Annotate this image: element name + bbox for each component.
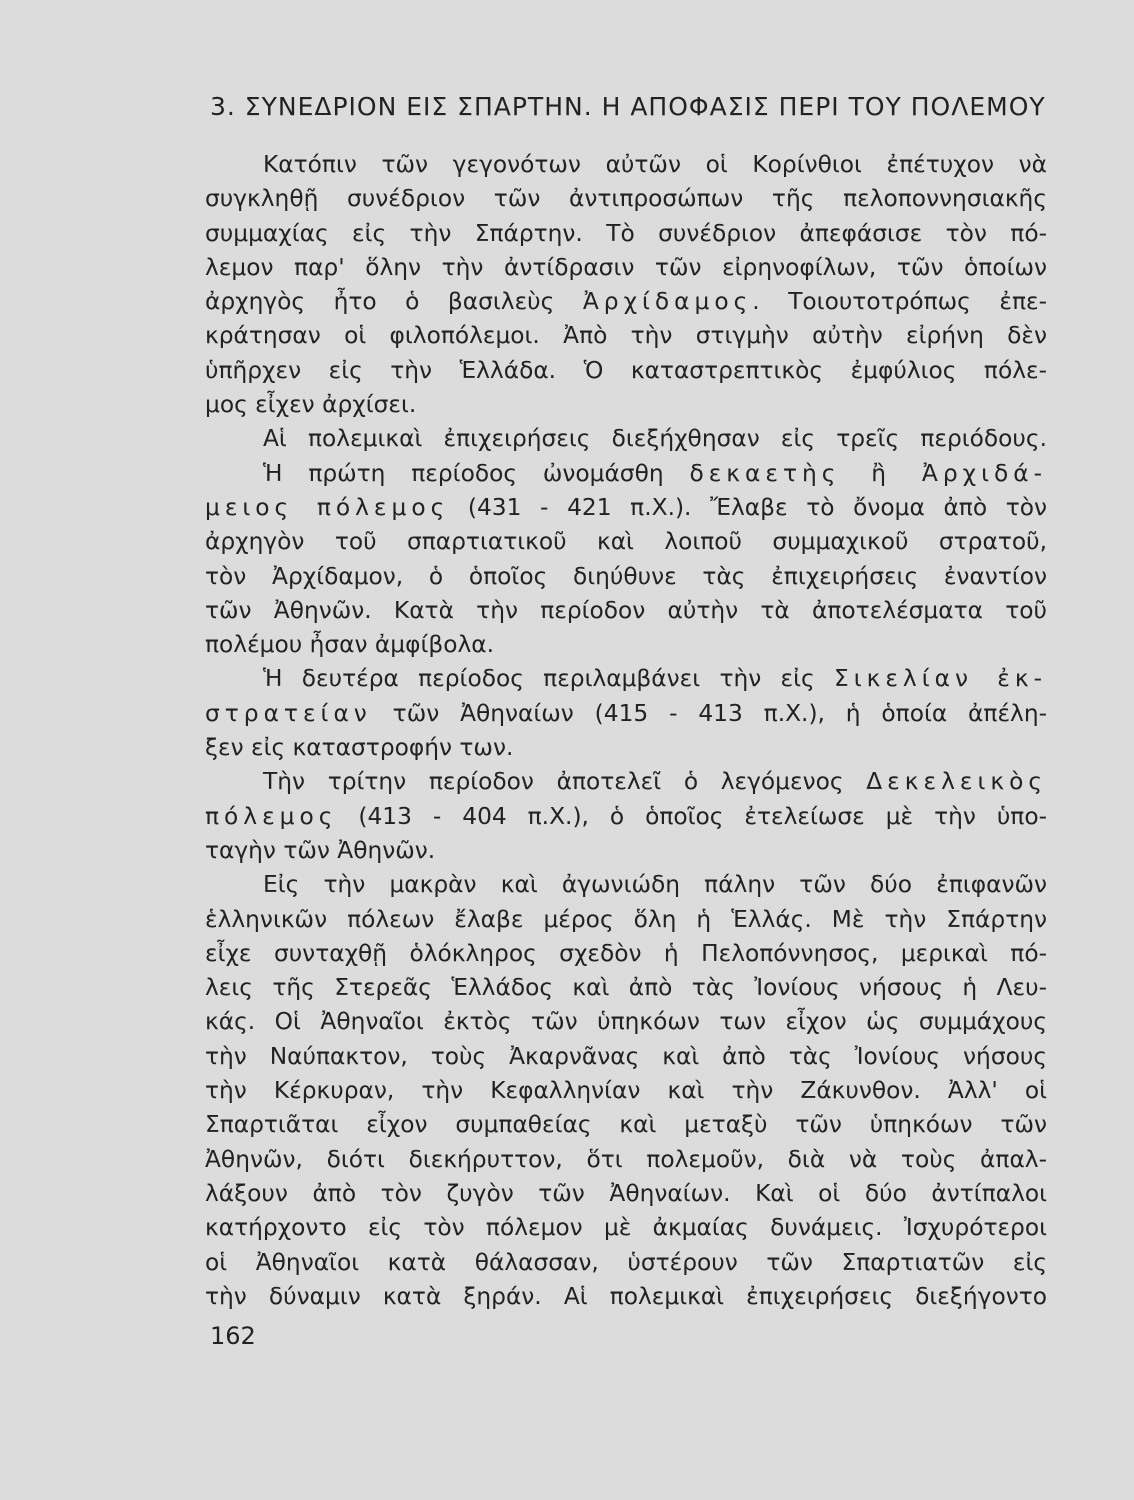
text-line: τὴν δύναμιν κατὰ ξηράν. Αἱ πολεμικαὶ ἐπιχειρήσεις διεξήγοντο bbox=[205, 1282, 1047, 1310]
text-line: Αἱ πολεμικαὶ ἐπιχειρήσεις διεξήχθησαν εἰς τρεῖς περιόδους. bbox=[263, 425, 1047, 453]
text-line: κάς. Οἱ Ἀθηναῖοι ἐκτὸς τῶν ὑπηκόων των εἶχον ὡς συμμάχους bbox=[205, 1008, 1047, 1036]
spaced-emphasis: Δεκελεικὸς bbox=[866, 768, 1047, 796]
text-line: Ἡ δευτέρα περίοδος περιλαμβάνει τὴν εἰς Σικελίαν ἐκ- bbox=[263, 665, 1047, 693]
text-line: ἀρχηγὸν τοῦ σπαρτιατικοῦ καὶ λοιποῦ συμμαχικοῦ στρατοῦ, bbox=[205, 528, 1047, 556]
text-line: συμμαχίας εἰς τὴν Σπάρτην. Τὸ συνέδριον ἀπεφάσισε τὸν πό- bbox=[205, 219, 1047, 247]
text-line: στρατείαν τῶν Ἀθηναίων (415 - 413 π.Χ.), ἡ ὁποία ἀπέλη- bbox=[205, 699, 1047, 727]
text-line: κράτησαν οἱ φιλοπόλεμοι. Ἀπὸ τὴν στιγμὴν αὐτὴν εἰρήνη δὲν bbox=[205, 322, 1047, 350]
text-line: Ἡ πρώτη περίοδος ὠνομάσθη δεκαετὴς ἢ Ἀρχιδά- bbox=[263, 459, 1047, 487]
spaced-emphasis: στρατείαν bbox=[205, 699, 372, 727]
text-line: οἱ Ἀθηναῖοι κατὰ θάλασσαν, ὑστέρουν τῶν Σπαρτιατῶν εἰς bbox=[205, 1248, 1047, 1276]
text-line: Εἰς τὴν μακρὰν καὶ ἀγωνιώδη πάλην τῶν δύο ἐπιφανῶν bbox=[263, 871, 1047, 899]
text-line: μος εἶχεν ἀρχίσει. bbox=[205, 391, 417, 419]
text-line: λεις τῆς Στερεᾶς Ἑλλάδος καὶ ἀπὸ τὰς Ἰονίους νήσους ἡ Λευ- bbox=[205, 974, 1047, 1002]
text-line: Τὴν τρίτην περίοδον ἀποτελεῖ ὁ λεγόμενος Δεκελεικὸς bbox=[263, 768, 1047, 796]
text-line: πολέμου ἦσαν ἀμφίβολα. bbox=[205, 631, 495, 659]
page-number: 162 bbox=[210, 1322, 256, 1350]
spaced-emphasis: μειος πόλεμος bbox=[205, 493, 450, 521]
text-line: μειος πόλεμος (431 - 421 π.Χ.). Ἔλαβε τὸ ὄνομα ἀπὸ τὸν bbox=[205, 493, 1048, 521]
text-line: τῶν Ἀθηνῶν. Κατὰ τὴν περίοδον αὐτὴν τὰ ἀποτελέσματα τοῦ bbox=[205, 596, 1047, 624]
text-line: τὸν Ἀρχίδαμον, ὁ ὁποῖος διηύθυνε τὰς ἐπιχειρήσεις ἐναντίον bbox=[205, 562, 1047, 590]
spaced-emphasis: Σικελίαν ἐκ- bbox=[834, 665, 1047, 693]
spaced-emphasis: δεκαετὴς ἢ Ἀρχιδά- bbox=[689, 459, 1047, 487]
text-line: ἀρχηγὸς ἦτο ὁ βασιλεὺς Ἀρχίδαμος. Τοιουτοτρόπως ἐπε- bbox=[205, 288, 1047, 316]
text-line: λάξουν ἀπὸ τὸν ζυγὸν τῶν Ἀθηναίων. Καὶ οἱ δύο ἀντίπαλοι bbox=[205, 1179, 1047, 1207]
text-line: ὑπῆρχεν εἰς τὴν Ἑλλάδα. Ὁ καταστρεπτικὸς ἐμφύλιος πόλε- bbox=[205, 356, 1047, 384]
text-line: συγκληθῇ συνέδριον τῶν ἀντιπροσώπων τῆς πελοποννησιακῆς bbox=[205, 185, 1047, 213]
chapter-heading: 3. ΣΥΝΕΔΡΙΟΝ ΕΙΣ ΣΠΑΡΤΗΝ. Η ΑΠΟΦΑΣΙΣ ΠΕΡΙ ΤΟΥ ΠΟΛΕΜΟΥ bbox=[210, 92, 1046, 121]
text-line: Σπαρτιᾶται εἶχον συμπαθείας καὶ μεταξὺ τῶν ὑπηκόων τῶν bbox=[205, 1111, 1047, 1139]
text-line: τὴν Ναύπακτον, τοὺς Ἀκαρνᾶνας καὶ ἀπὸ τὰς Ἰονίους νήσους bbox=[205, 1042, 1047, 1070]
spaced-emphasis: Ἀρχίδαμος bbox=[582, 288, 753, 316]
text-line: λεμον παρ' ὅλην τὴν ἀντίδρασιν τῶν εἰρηνοφίλων, τῶν ὁποίων bbox=[205, 253, 1047, 281]
text-line: κατήρχοντο εἰς τὸν πόλεμον μὲ ἀκμαίας δυνάμεις. Ἰσχυρότεροι bbox=[205, 1214, 1047, 1242]
text-line: ἑλληνικῶν πόλεων ἔλαβε μέρος ὅλη ἡ Ἑλλάς. Μὲ τὴν Σπάρτην bbox=[205, 905, 1047, 933]
text-line: Κατόπιν τῶν γεγονότων αὐτῶν οἱ Κορίνθιοι ἐπέτυχον νὰ bbox=[263, 151, 1047, 178]
text-line: τὴν Κέρκυραν, τὴν Κεφαλληνίαν καὶ τὴν Ζάκυνθον. Ἀλλ' οἱ bbox=[205, 1077, 1047, 1105]
text-line: πόλεμος (413 - 404 π.Χ.), ὁ ὁποῖος ἐτελείωσε μὲ τὴν ὑπο- bbox=[205, 802, 1047, 830]
text-line: εἶχε συνταχθῇ ὁλόκληρος σχεδὸν ἡ Πελοπόννησος, μερικαὶ πό- bbox=[205, 939, 1047, 967]
text-line: Ἀθηνῶν, διότι διεκήρυττον, ὅτι πολεμοῦν, διὰ νὰ τοὺς ἀπαλ- bbox=[205, 1145, 1047, 1173]
body-text bbox=[205, 148, 1047, 1314]
text-line: ταγὴν τῶν Ἀθηνῶν. bbox=[205, 836, 436, 864]
spaced-emphasis: πόλεμος bbox=[205, 802, 338, 830]
text-line: ξεν εἰς καταστροφήν των. bbox=[205, 734, 514, 762]
